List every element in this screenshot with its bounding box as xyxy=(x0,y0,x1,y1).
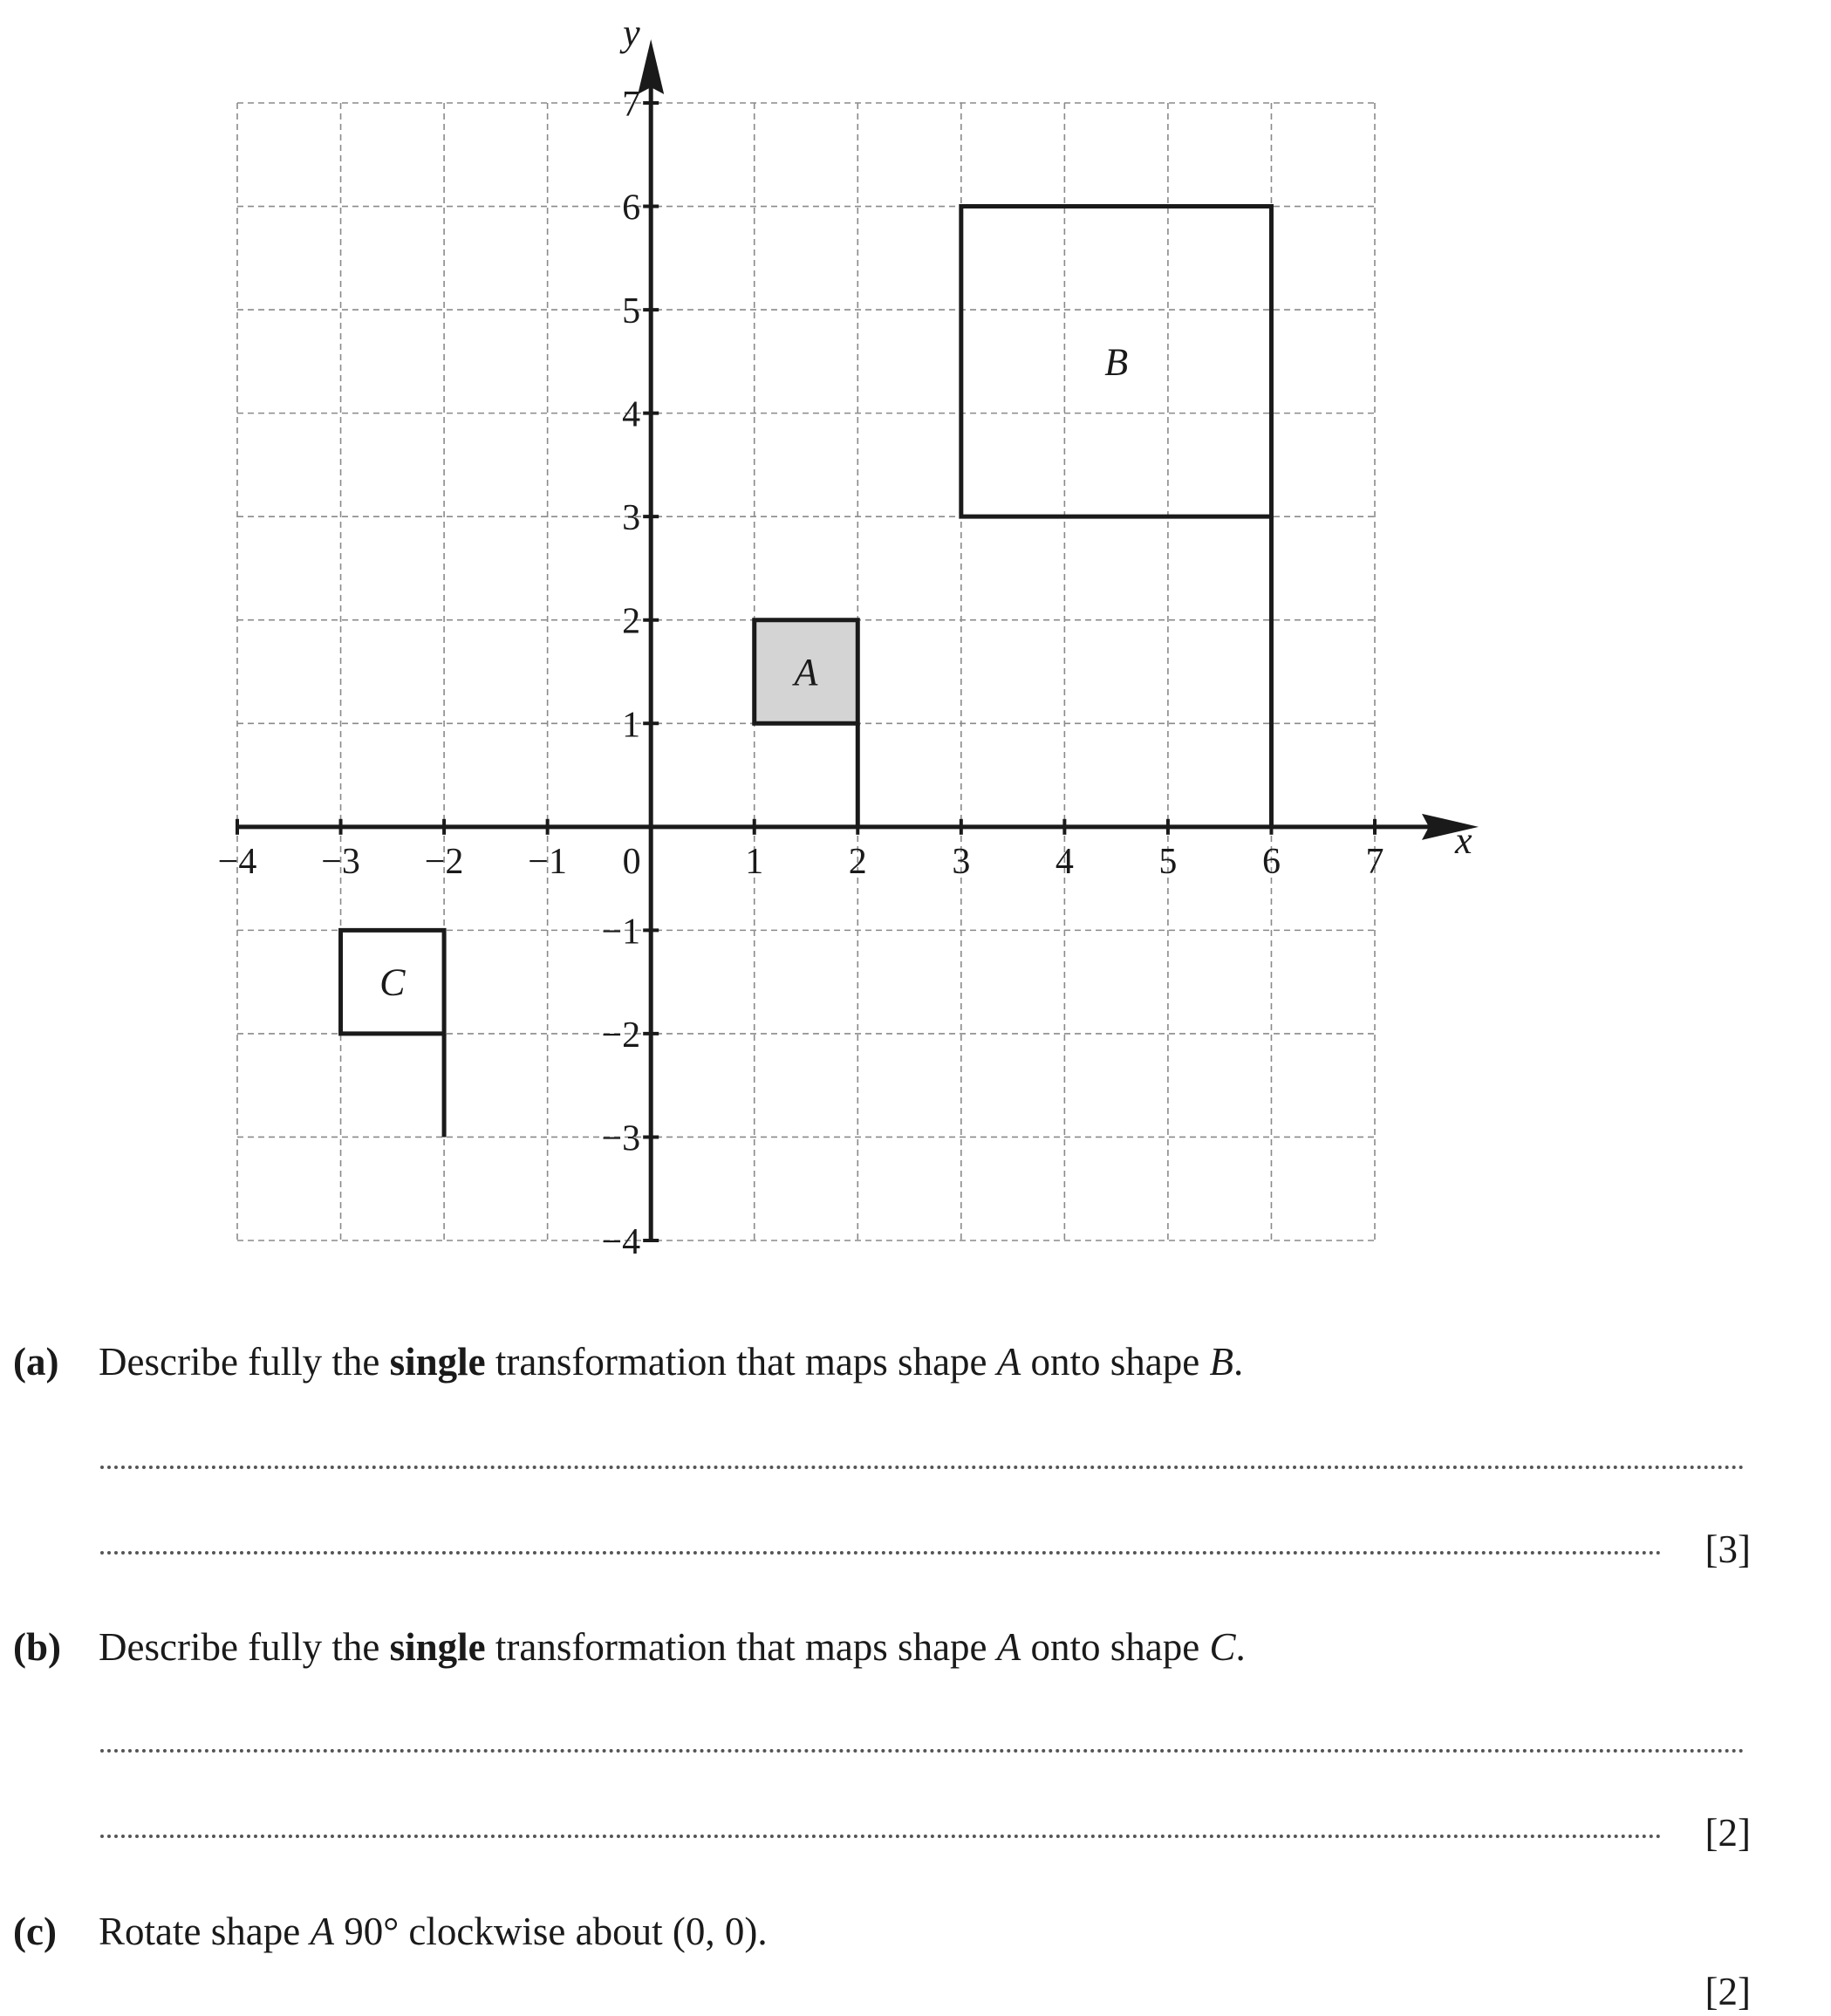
y-tick-label: 5 xyxy=(622,291,641,332)
shapes xyxy=(341,207,1272,1138)
marks-b: [2] xyxy=(1705,1811,1751,1855)
question-b-text-2: transformation that maps shape xyxy=(485,1625,997,1669)
x-tick-label: 7 xyxy=(1365,841,1384,882)
question-a-bold: single xyxy=(389,1340,486,1384)
question-a-text-4: . xyxy=(1233,1340,1244,1384)
question-b-letter: (b) xyxy=(13,1625,61,1669)
y-tick-label: 7 xyxy=(622,85,641,125)
question-b-bold: single xyxy=(389,1625,486,1669)
y-tick-label: 1 xyxy=(622,705,641,746)
y-tick-label: −1 xyxy=(601,912,641,953)
x-tick-label: 3 xyxy=(952,841,971,882)
answer-line-b-1[interactable] xyxy=(100,1749,1745,1753)
x-tick-label: −3 xyxy=(321,841,360,882)
y-tick-label: 6 xyxy=(622,188,641,229)
shape-a-label: A xyxy=(794,651,818,694)
y-axis-arrow xyxy=(638,39,664,94)
question-b-text-1: Describe fully the xyxy=(99,1625,390,1669)
answer-line-a-1[interactable] xyxy=(100,1466,1745,1469)
x-tick-label: 0 xyxy=(622,841,641,882)
question-a-letter: (a) xyxy=(13,1340,59,1384)
question-b-shape-2: C xyxy=(1209,1625,1236,1669)
x-tick-label: 6 xyxy=(1261,841,1281,882)
shape-b-label: B xyxy=(1104,340,1129,384)
question-c-shape-1: A xyxy=(310,1910,334,1953)
question-c xyxy=(13,1907,768,1956)
marks-c: [2] xyxy=(1705,1970,1751,2013)
answer-line-b-2[interactable] xyxy=(100,1835,1662,1838)
question-a-shape-1: A xyxy=(996,1340,1021,1384)
x-tick-label: −4 xyxy=(217,841,257,882)
y-tick-label: 3 xyxy=(622,498,641,539)
y-tick-label: −4 xyxy=(601,1222,641,1262)
x-tick-label: −2 xyxy=(424,841,464,882)
y-tick-label: −3 xyxy=(601,1118,641,1159)
question-a-text-1: Describe fully the xyxy=(99,1340,390,1384)
question-b-text-3: onto shape xyxy=(1021,1625,1210,1669)
x-tick-label: 1 xyxy=(745,841,764,882)
y-tick-label: 4 xyxy=(622,394,641,435)
x-tick-label: 2 xyxy=(848,841,867,882)
marks-a: [3] xyxy=(1705,1527,1751,1571)
question-a-text-3: onto shape xyxy=(1021,1340,1210,1384)
question-b xyxy=(13,1623,1246,1671)
x-tick-label: 4 xyxy=(1055,841,1074,882)
y-tick-label: 2 xyxy=(622,601,641,642)
question-c-text-2: 90° clockwise about (0, 0). xyxy=(333,1910,768,1953)
question-b-text-4: . xyxy=(1235,1625,1246,1669)
question-c-letter: (c) xyxy=(13,1910,57,1953)
x-tick-label: 5 xyxy=(1158,841,1178,882)
answer-line-a-2[interactable] xyxy=(100,1551,1662,1555)
y-axis-label: y xyxy=(623,11,640,54)
shape-c-label: C xyxy=(379,960,406,1004)
question-b-shape-1: A xyxy=(996,1625,1021,1669)
x-axis-label: x xyxy=(1455,818,1472,862)
question-a-shape-2: B xyxy=(1209,1340,1233,1384)
y-tick-label: −2 xyxy=(601,1015,641,1056)
question-a xyxy=(13,1337,1243,1386)
question-a-text-2: transformation that maps shape xyxy=(485,1340,997,1384)
x-tick-label: −1 xyxy=(528,841,567,882)
question-c-text-1: Rotate shape xyxy=(99,1910,311,1953)
